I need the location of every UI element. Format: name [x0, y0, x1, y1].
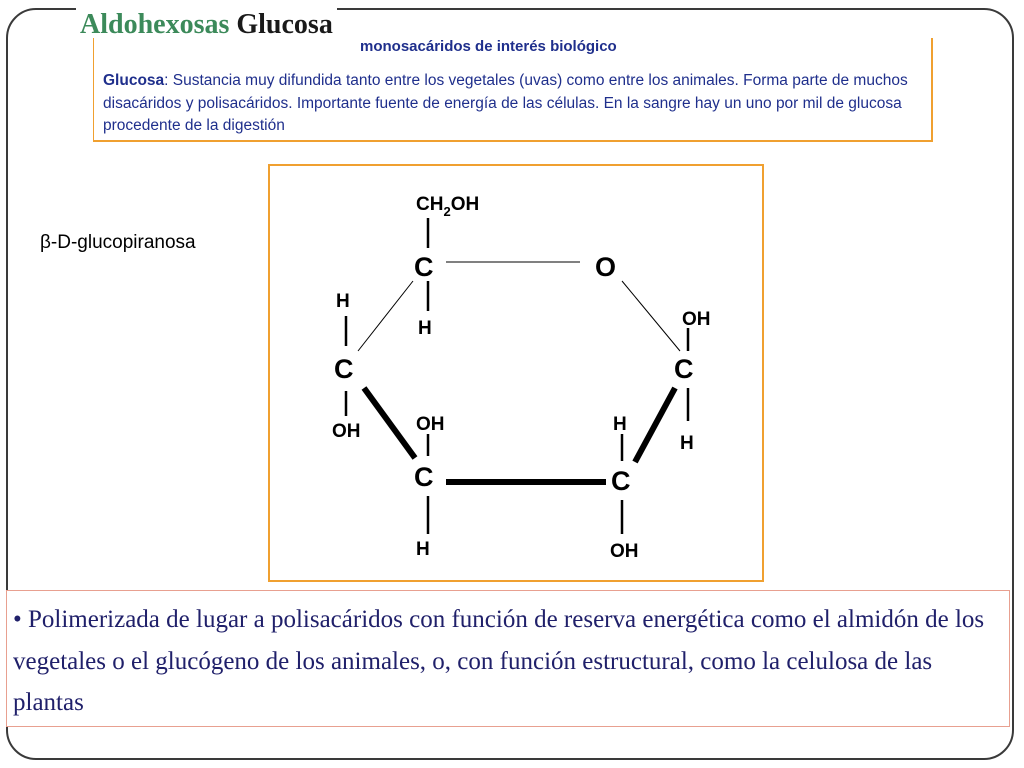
info-heading: monosacáridos de interés biológico [360, 38, 617, 55]
bond-o-c1 [622, 281, 680, 351]
hydrogen-c1: H [680, 433, 694, 454]
hydroxyl-c3: OH [416, 414, 445, 435]
bond-c4-c3 [364, 388, 415, 458]
hydrogen-c3: H [416, 539, 430, 560]
ring-oxygen: O [595, 252, 617, 282]
info-term: Glucosa [103, 72, 165, 89]
bullet-text: • Polimerizada de lugar a polisacáridos con función de reserva energética como el almidón de los vegetales o el glucógeno de los animales, o, con función estructural, como la celulosa de las plantas [13, 606, 985, 716]
hydrogen-c2: H [613, 414, 627, 435]
info-text [103, 70, 923, 138]
info-description: : Sustancia muy difundida tanto entre los vegetales (uvas) como entre los animales. Forma parte de muchos disacáridos y polisacáridos. Importante fuente de energía de las células. En la sangre hay un uno por mil de glucosa procedente de la digestión [103, 72, 908, 134]
glucose-structure [270, 166, 766, 584]
info-box [93, 38, 933, 142]
carbon-5: C [414, 252, 434, 282]
ch2oh-group: $CH_2OH$ [416, 194, 480, 219]
bond-c2-c1 [635, 388, 675, 462]
hydroxyl-c2: OH [610, 541, 639, 562]
title-main: Glucosa [236, 9, 333, 40]
hydroxyl-c4: OH [332, 421, 361, 442]
hydrogen-c5: H [418, 318, 432, 339]
hydroxyl-c1: OH [682, 309, 711, 330]
title-accent: Aldohexosas [80, 9, 230, 40]
hydrogen-c4: H [336, 291, 350, 312]
carbon-2: C [611, 466, 631, 496]
anomer-label: β-D-glucopiranosa [40, 232, 196, 253]
carbon-4: C [334, 354, 354, 384]
molecule-diagram [268, 164, 764, 582]
carbon-3: C [414, 462, 434, 492]
carbon-1: C [674, 354, 694, 384]
slide-title [76, 8, 337, 42]
bond-c5-c4 [358, 281, 413, 351]
bullet-box [6, 590, 1010, 727]
